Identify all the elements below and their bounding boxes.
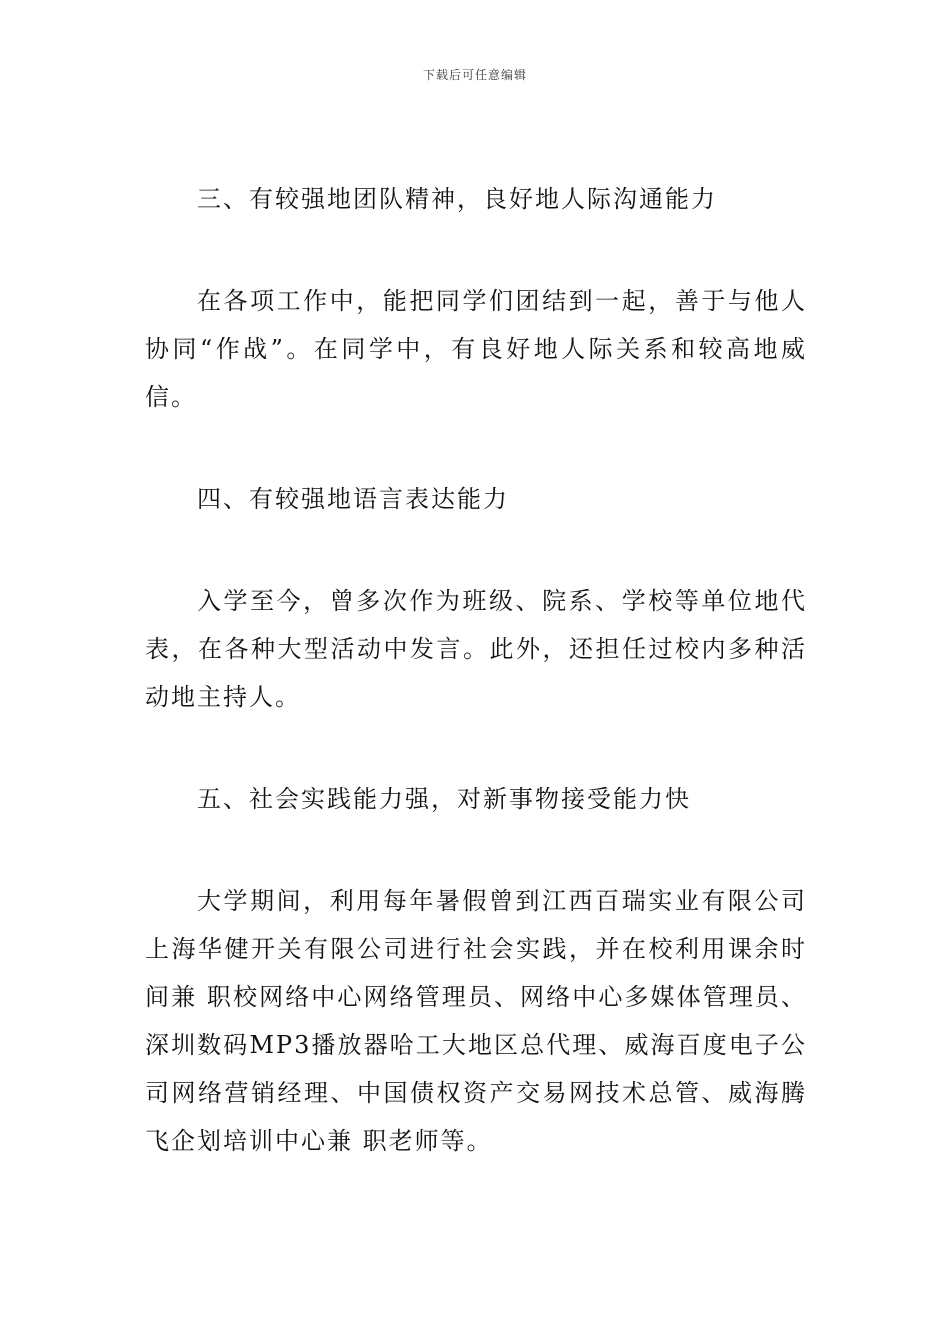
section-body-3: 在各项工作中，能把同学们团结到一起，善于与他人协同“作战”。在同学中，有良好地人际关系和较高地威信。 [145,287,807,411]
header-note: 下载后可任意编辑 [422,68,527,82]
section-body-5: 大学期间，利用每年暑假曾到江西百瑞实业有限公司上海华健开关有限公司进行社会实践，并在校利用课余时间兼 职校网络中心网络管理员、网络中心多媒体管理员、深圳数码MP3播放器哈工大地区总代理、威海百度电子公司网络营销经理、中国债权资产交易网技术总管、威海腾飞企划培训中心兼 职老师等。 [145,887,807,1155]
section-heading-5: 五、社会实践能力强，对新事物接受能力快 [197,785,691,813]
document-body [145,175,807,1165]
section-body-4: 入学至今，曾多次作为班级、院系、学校等单位地代表，在各种大型活动中发言。此外，还担任过校内多种活动地主持人。 [145,587,807,711]
section-heading-4: 四、有较强地语言表达能力 [197,485,509,513]
section-heading-3: 三、有较强地团队精神，良好地人际沟通能力 [197,185,717,213]
